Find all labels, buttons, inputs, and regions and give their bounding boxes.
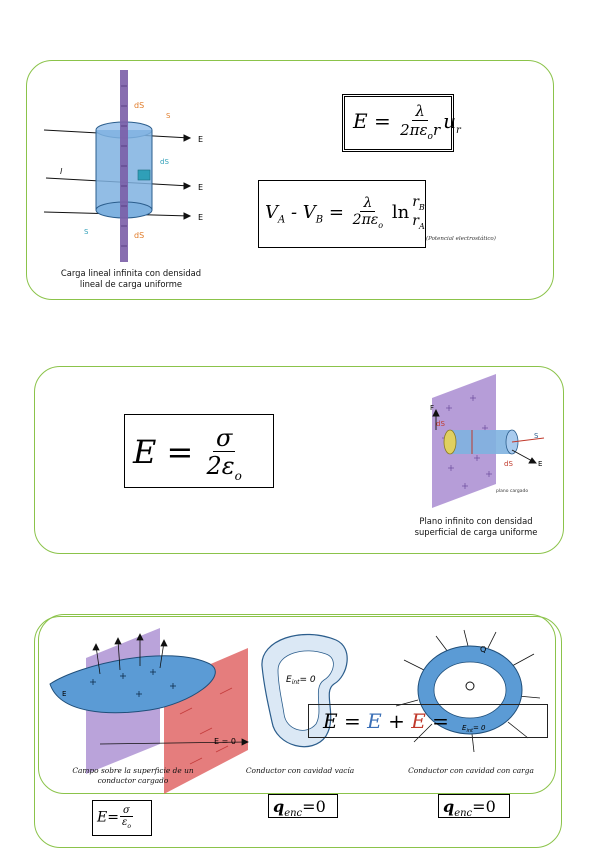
sum-lhs: E [323,709,338,733]
potential-numerator: λ [360,196,375,212]
surface-numerator: σ [120,805,133,817]
sum-eq: = [343,709,361,733]
caption-line: lineal de carga uniforme [79,279,183,289]
ratio-den: r [412,212,419,229]
ds2-label: dS [504,460,513,468]
ratio-num: r [412,194,419,210]
formula-unit-sub: r [456,125,461,137]
potential-ln: ln [391,201,410,223]
f-label: F [430,404,435,412]
plane-eq: = [166,432,194,471]
qenc-right-formula [438,794,510,818]
s2-label: S [84,228,89,236]
charged-cavity-caption: Conductor con cavidad con carga [408,766,534,775]
empty-cavity-diagram [242,626,362,766]
potential-minus: - V [290,201,316,223]
note-label: plano cargado [496,489,529,494]
formula-unit: u [443,109,457,134]
qenc-q: q [273,797,285,816]
plane-formula [124,414,274,488]
potential-den-sub: o [378,220,384,230]
potential-lhs: V [265,201,278,223]
caption-line: superficial de carga uniforme [414,527,538,537]
s1-label: S [534,432,539,440]
surface-caption [48,766,218,786]
l-label: l [60,167,63,176]
surface-denominator: ε [121,817,128,828]
plane-lhs: E [133,432,157,471]
eo-label: E = 0 [214,737,236,746]
eint-label: $E_{int}= 0$ [286,675,316,686]
formula-sub: o [427,131,433,142]
surface-den-sub: o [127,823,131,830]
line-charge-caption [46,268,216,290]
qenc-rhs: =0 [302,797,326,816]
qenc-left-formula [268,794,338,818]
ds1-label: dS [436,420,445,428]
einner-label: $E_{int}= 0$ [462,724,486,734]
e-label: E [62,690,67,698]
potential-minus-sub: B [315,214,324,226]
ratio-num-sub: B [418,202,425,212]
field-line-formula: E = $\frac{\lambda}{2\pi\varepsilon_or}$ $u_r$ [342,94,454,152]
caption-line: conductor cargado [97,776,169,785]
sl-label: dS [160,158,169,166]
potential-lhs-sub: A [278,214,286,226]
line-charge-diagram [40,66,220,266]
caption-line: Campo sobre la superficie de un [72,766,194,775]
potential-formula: $V_A - V_B$ = $\frac{\lambda}{2\pi\varepsilon_o}$ ln $r_B$ $r_A$ [258,180,426,248]
surface-field-formula [92,800,152,836]
surface-lhs: E [97,809,108,826]
e1-label: E [198,135,204,144]
plane-charge-caption [396,516,556,538]
sum-plus: + [388,709,405,733]
qenc-q: q [443,797,455,816]
e2-label: E [198,183,204,192]
e-label: E [538,460,543,468]
plane-numerator: σ [213,425,235,452]
e3-label: E [198,213,204,222]
formula-r: r [432,120,441,139]
sum-b: E [411,709,426,733]
surface-eq: = [107,809,119,826]
ratio-den-sub: A [418,221,425,231]
potential-denominator: 2πε [352,211,379,228]
caption-line: Carga lineal infinita con densidad [60,268,202,278]
sum-eq2: = [432,709,449,733]
ds1-label: dS [134,101,145,110]
potential-note: (Potencial electrostático) [426,236,496,242]
plane-charge-diagram [412,368,552,514]
sum-a: E [367,709,382,733]
qenc-sub: enc [454,808,473,820]
empty-cavity-caption: Conductor con cavidad vacía [245,766,355,775]
caption-line: Plano infinito con densidad [419,516,533,526]
formula-lhs: E [353,109,368,134]
plane-den-sub: o [234,469,242,484]
formula-denominator: 2πε [400,120,428,139]
plane-denominator: 2ε [206,452,235,481]
s1-label: S [166,112,171,120]
formula-numerator: λ [412,103,428,121]
ds2-label: dS [134,231,145,240]
q-label: Q [480,645,487,654]
qenc-sub: enc [284,808,303,820]
field-sum-formula [308,704,548,738]
qenc-rhs: =0 [472,797,496,816]
